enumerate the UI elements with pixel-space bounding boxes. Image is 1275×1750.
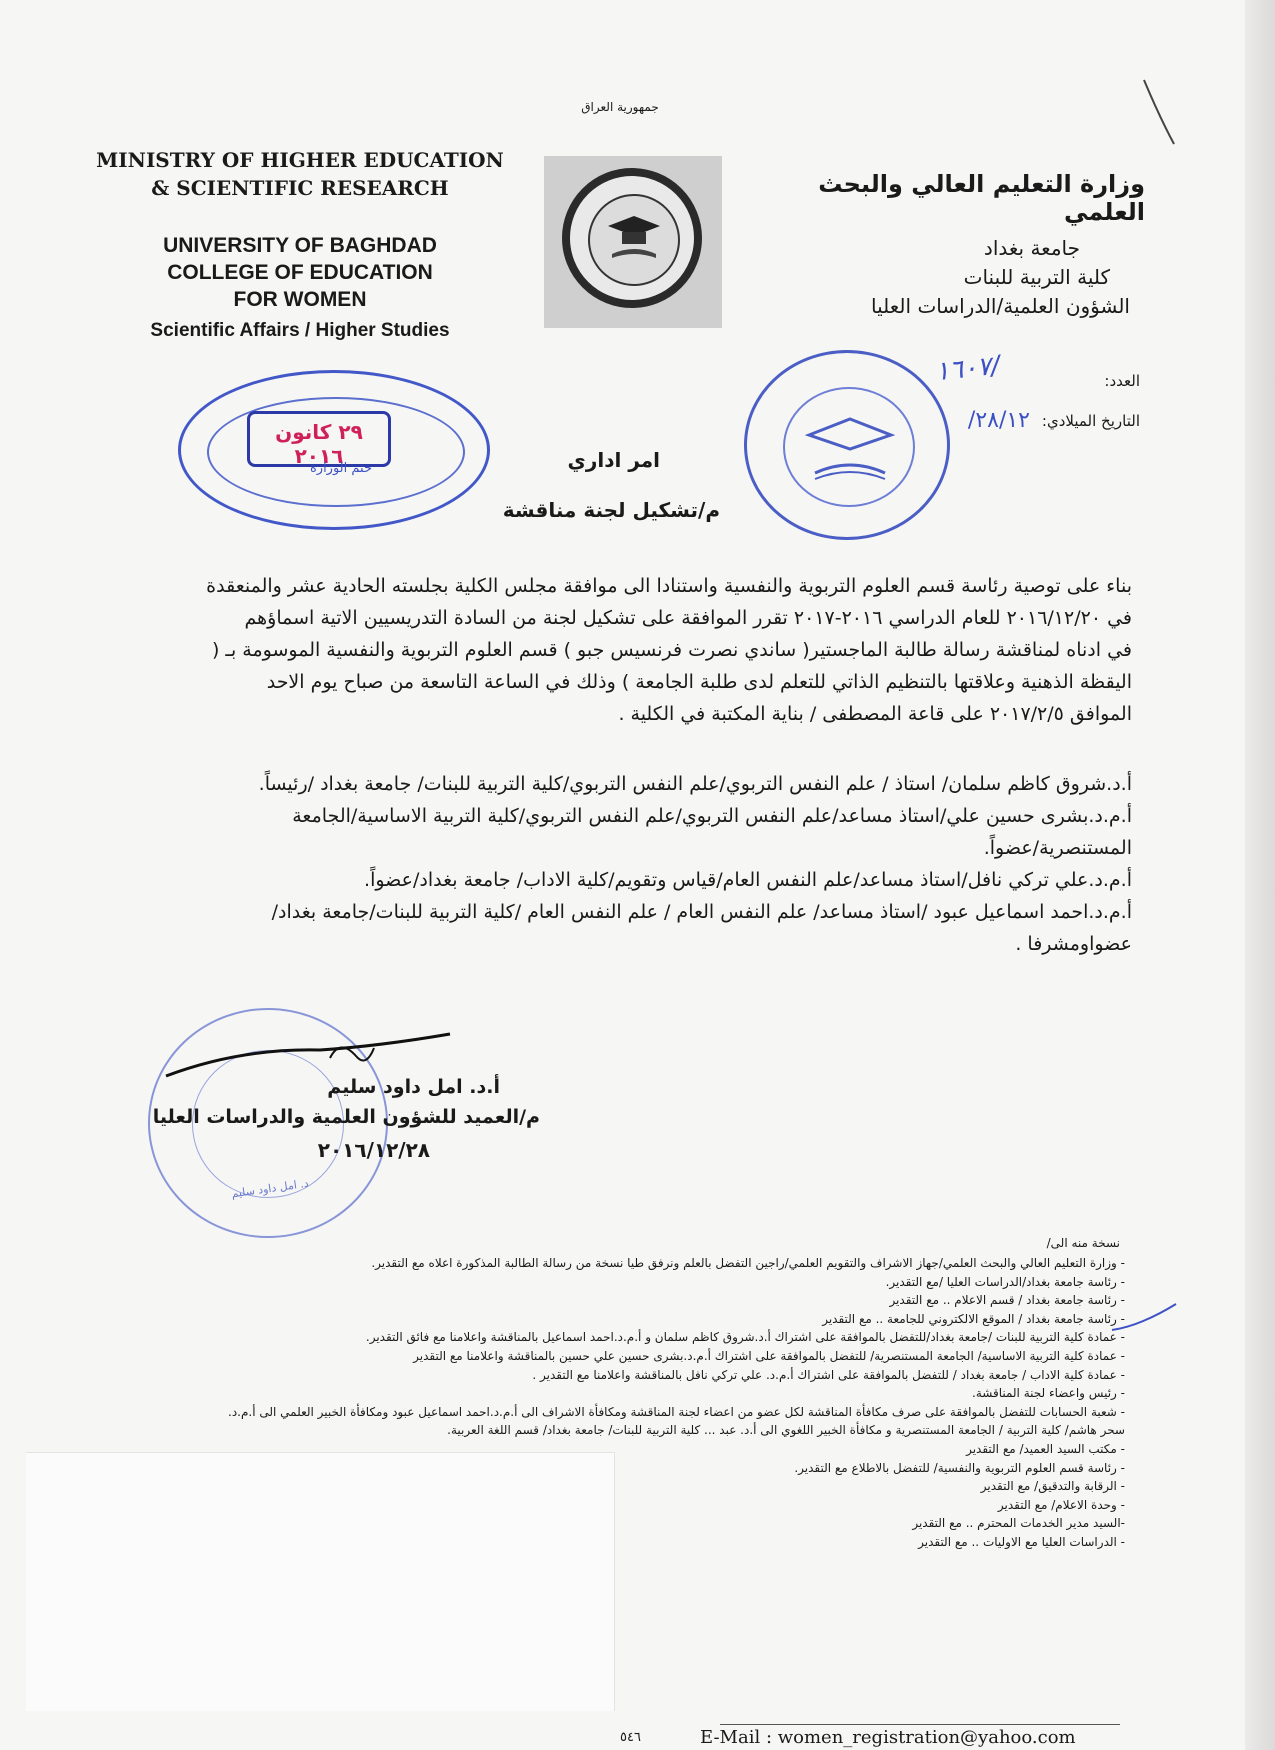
ministry-name-ar: وزارة التعليم العالي والبحث العلمي bbox=[818, 170, 1145, 226]
stamp-date-box bbox=[247, 411, 391, 467]
body-paragraph bbox=[52, 570, 1132, 730]
university-ar-line-3: الشؤون العلمية/الدراسات العليا bbox=[871, 294, 1130, 318]
committee-members bbox=[52, 768, 1132, 960]
date-label: التاريخ الميلادي: bbox=[1041, 412, 1140, 430]
ministry-line-2: & SCIENTIFIC RESEARCH bbox=[151, 176, 449, 200]
affairs-en: Scientific Affairs / Higher Studies bbox=[150, 320, 450, 341]
ministry-name-en bbox=[70, 146, 530, 202]
logo-ring bbox=[562, 168, 702, 308]
footer-email: E-Mail : women_registration@yahoo.com bbox=[700, 1727, 1076, 1748]
member-line: أ.د.شروق كاظم سلمان/ استاذ / علم النفس التربوي/علم النفس التربوي/كلية التربية للبنات/ جامعة بغداد /رئيساً. bbox=[258, 773, 1132, 795]
body-line: بناء على توصية رئاسة قسم العلوم التربوية والنفسية واستنادا الى موافقة مجلس الكلية بجلسته الحادية عشر والمنعقدة bbox=[206, 575, 1132, 597]
signer-title: م/العميد للشؤون العلمية والدراسات العليا bbox=[152, 1106, 540, 1128]
body-line: في ادناه لمناقشة رسالة طالبة الماجستير( ساندي نصرت فرنسيس جبو ) قسم العلوم التربوية والنفسية الموسومة بـ ( bbox=[211, 639, 1132, 661]
signature-stamp-name: د. امل داود سليم bbox=[230, 1176, 310, 1201]
stamp-emblem-icon bbox=[805, 415, 895, 485]
university-line-2: COLLEGE OF EDUCATION bbox=[167, 261, 433, 284]
stamp-date: ٢٩ كانون ٢٠١٦ bbox=[275, 420, 363, 468]
copy-item: - رئاسة جامعة بغداد / قسم الاعلام .. مع التقدير bbox=[889, 1293, 1125, 1308]
body-line: اليقظة الذهنية وعلاقتها بالتنظيم الذاتي للتعلم لدى طلبة الجامعة ) وذلك في الساعة التاسعة من صباح يوم الاحد bbox=[266, 671, 1132, 693]
copy-item: - شعبة الحسابات للتفضل بالموافقة على صرف مكافأة المناقشة لكل عضو من اعضاء لجنة المناقشة ومكافأة الاشراف الى أ.م.د.احمد اسماعيل عبود ومكافأة الخبير العلمي الى أ.م.د. bbox=[228, 1404, 1125, 1419]
university-name-ar bbox=[740, 234, 1130, 321]
copy-item: - وزارة التعليم العالي والبحث العلمي/جهاز الاشراف والتقويم العلمي/راجين التفضل بالعلم ونرفق طيا نسخة من رسالة الطالبة المذكورة اعلاه مع التقدير. bbox=[371, 1256, 1125, 1270]
body-line: الموافق ٢٠١٧/٢/٥ على قاعة المصطفى / بناية المكتبة في الكلية . bbox=[618, 703, 1132, 725]
body-line: في ٢٠١٦/١٢/٢٠ للعام الدراسي ٢٠١٦-٢٠١٧ تقرر الموافقة على تشكيل لجنة من السادة التدريسيين الاتية اسماؤهم bbox=[244, 607, 1132, 629]
university-ar-line-1: جامعة بغداد bbox=[983, 236, 1080, 260]
copy-item: - وحدة الاعلام/ مع التقدير bbox=[997, 1497, 1125, 1512]
member-line: عضواومشرفا . bbox=[1015, 933, 1132, 955]
copy-item: - رئاسة جامعة بغداد/الدراسات العليا /مع التقدير. bbox=[885, 1274, 1125, 1289]
member-line: المستنصرية/عضواً. bbox=[983, 837, 1132, 859]
graduation-cap-icon bbox=[604, 210, 664, 262]
university-line-1: UNIVERSITY OF BAGHDAD bbox=[163, 234, 437, 257]
handwritten-date: ٢٨/١٢/ bbox=[967, 408, 1030, 433]
copy-item: - مكتب السيد العميد/ مع التقدير bbox=[966, 1441, 1125, 1456]
order-subject: م/تشكيل لجنة مناقشة bbox=[502, 498, 720, 522]
copy-item: - رئاسة جامعة بغداد / الموقع الالكتروني للجامعة .. مع التقدير bbox=[822, 1311, 1125, 1326]
copy-item: - رئاسة قسم العلوم التربوية والنفسية/ للتفضل بالاطلاع مع التقدير. bbox=[794, 1460, 1125, 1475]
handwritten-number: ١٦٠٧/ bbox=[933, 350, 1002, 388]
copies-heading: نسخة منه الى/ bbox=[1046, 1236, 1120, 1250]
page-edge bbox=[1245, 0, 1275, 1750]
copy-item: - الدراسات العليا مع الاوليات .. مع التقدير bbox=[918, 1534, 1125, 1549]
copy-item: - عمادة كلية التربية الاساسية/ الجامعة المستنصرية/ للتفضل بالموافقة على اشتراك أ.م.د.بشرى حسين علي حسين بالمناقشة واعلامنا مع التقدير bbox=[413, 1348, 1125, 1363]
signature-date: ٢٠١٦/١٢/٢٨ bbox=[317, 1138, 430, 1162]
footer-divider bbox=[720, 1724, 1120, 1725]
copy-item: -السيد مدير الخدمات المحترم .. مع التقدير bbox=[912, 1516, 1125, 1531]
order-title: امر اداري bbox=[567, 448, 660, 472]
college-stamp bbox=[744, 350, 950, 540]
logo-emblem bbox=[588, 194, 680, 286]
copy-item: - رئيس واعضاء لجنة المناقشة. bbox=[972, 1386, 1125, 1401]
member-line: أ.م.د.بشرى حسين علي/استاذ مساعد/علم النفس التربوي/علم النفس التربوي/كلية التربية الاساسية/الجامعة bbox=[292, 805, 1132, 827]
university-name-en bbox=[90, 232, 510, 313]
copy-item: - عمادة كلية التربية للبنات /جامعة بغداد/للتفضل بالموافقة على اشتراك أ.د.شروق كاظم سلمان و أ.م.د.احمد اسماعيل بالمناقشة واعلامنا مع فائق التقدير. bbox=[365, 1330, 1125, 1345]
university-line-3: FOR WOMEN bbox=[233, 288, 367, 311]
pen-stroke-mark bbox=[1140, 78, 1180, 158]
copy-item: - عمادة كلية الاداب / جامعة بغداد / للتفضل بالموافقة على اشتراك أ.م.د. علي تركي نافل بالمناقشة واعلامنا مع التقدير . bbox=[532, 1367, 1125, 1382]
stamp-sub-label: ختم الوزارة bbox=[309, 461, 372, 476]
signer-name: أ.د. امل داود سليم bbox=[327, 1076, 500, 1098]
presidency-stamp bbox=[178, 370, 490, 530]
copy-item: - الرقابة والتدقيق/ مع التقدير bbox=[980, 1479, 1125, 1494]
page-number: ٥٤٦ bbox=[620, 1730, 641, 1745]
blank-overlay bbox=[26, 1452, 615, 1711]
copy-item: سحر هاشم/ كلية التربية / الجامعة المستنصرية و مكافأة الخبير اللغوي الى أ.د. عبد ... كلية التربية للبنات/ جامعة بغداد/ قسم اللغة العربية. bbox=[447, 1423, 1125, 1438]
member-line: أ.م.د.علي تركي نافل/استاذ مساعد/علم النفس العام/قياس وتقويم/كلية الاداب/ جامعة بغداد/عضواً. bbox=[364, 869, 1132, 891]
number-label: العدد: bbox=[1104, 372, 1140, 390]
ministry-line-1: MINISTRY OF HIGHER EDUCATION bbox=[96, 148, 504, 172]
check-mark-icon bbox=[1110, 1300, 1180, 1340]
republic-label: جمهورية العراق bbox=[581, 100, 659, 114]
college-logo bbox=[544, 156, 722, 328]
member-line: أ.م.د.احمد اسماعيل عبود /استاذ مساعد/ علم النفس العام / علم النفس العام /كلية التربية للبنات/جامعة بغداد/ bbox=[271, 901, 1132, 923]
university-ar-line-2: كلية التربية للبنات bbox=[963, 265, 1110, 289]
